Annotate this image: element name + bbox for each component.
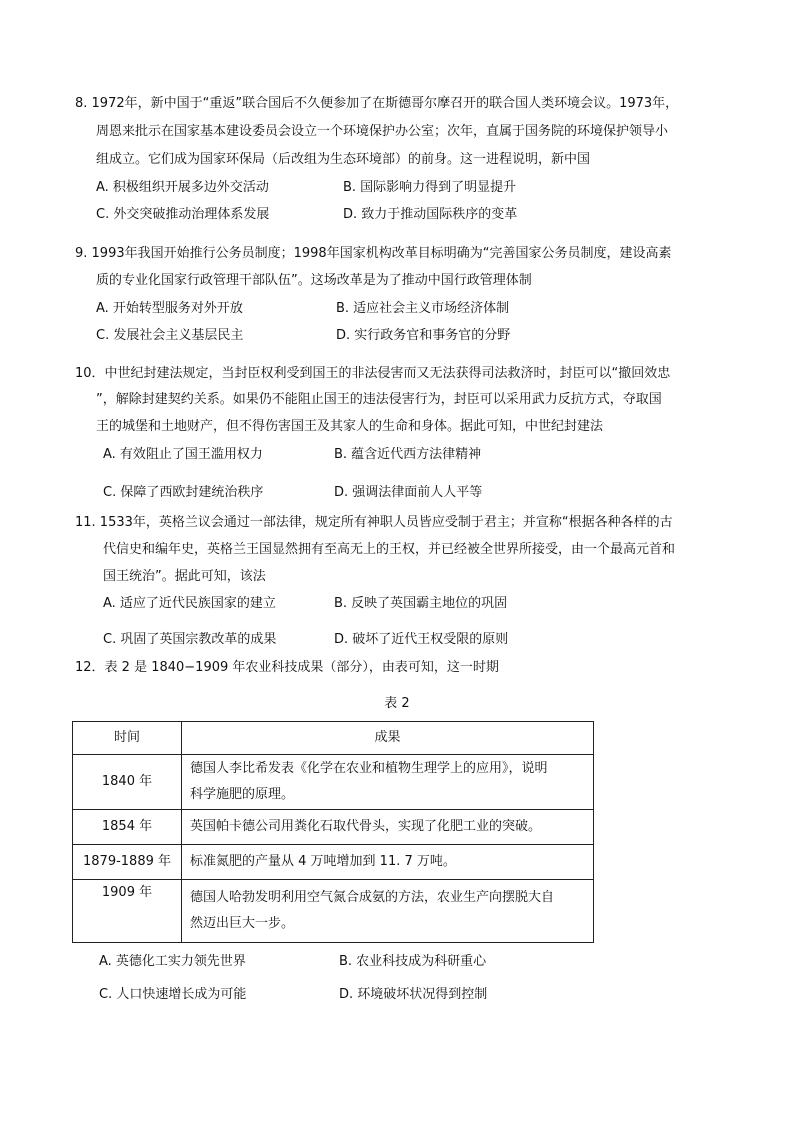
q8-stem-line-3: 组成立。它们成为国家环保局（后改组为生态环境部）的前身。这一进程说明，新中国	[96, 152, 591, 167]
q9-option-c[interactable]: C. 发展社会主义基层民主	[96, 328, 244, 343]
table-row	[73, 755, 594, 810]
q9-option-a[interactable]: A. 开始转型服务对外开放	[96, 301, 243, 316]
q11-option-a[interactable]: A. 适应了近代民族国家的建立	[103, 596, 276, 611]
table-caption: 表 2	[384, 696, 410, 711]
q10-stem-line-3: 王的城堡和土地财产，但不得伤害国王及其家人的生命和身体。据此可知，中世纪封建法	[96, 419, 604, 434]
q12-option-b[interactable]: B. 农业科技成为科研重心	[339, 954, 487, 969]
q12-option-c[interactable]: C. 人口快速增长成为可能	[99, 987, 247, 1002]
q11-option-c[interactable]: C. 巩固了英国宗教改革的成果	[103, 632, 277, 647]
q10-option-d[interactable]: D. 强调法律面前人人平等	[334, 485, 483, 500]
result-line: 德国人哈勃发明利用空气氮合成氨的方法，农业生产向摆脱大自	[190, 890, 555, 905]
result-line: 然迈出巨大一步。	[190, 916, 295, 931]
result-line: 科学施肥的原理。	[190, 787, 295, 802]
q10-stem-line-1: 10．中世纪封建法规定，当封臣权利受到国王的非法侵害而又无法获得司法救济时，封臣可以“撤回效忠	[75, 366, 671, 381]
q11-option-d[interactable]: D. 破坏了近代王权受限的原则	[334, 632, 509, 647]
result-line: 标准氮肥的产量从 4 万吨增加到 11. 7 万吨。	[190, 854, 456, 869]
result-line: 英国帕卡德公司用粪化石取代骨头，实现了化肥工业的突破。	[190, 819, 542, 834]
q10-option-a[interactable]: A. 有效阻止了国王滥用权力	[103, 447, 263, 462]
header-time: 时间	[73, 722, 182, 755]
q11-stem-line-3: 国王统治”。据此可知，该法	[103, 569, 266, 584]
q12-option-a[interactable]: A. 英德化工实力领先世界	[99, 954, 246, 969]
row-time: 1854 年	[73, 810, 182, 845]
table-row	[73, 845, 594, 880]
row-result	[182, 755, 594, 810]
q11-option-b[interactable]: B. 反映了英国霸主地位的巩固	[334, 596, 508, 611]
table-row	[73, 810, 594, 845]
q8-stem-line-1: 8. 1972年，新中国于“重返”联合国后不久便参加了在斯德哥尔摩召开的联合国人类环境会议。1973年，	[75, 96, 679, 111]
q8-option-b[interactable]: B. 国际影响力得到了明显提升	[343, 180, 517, 195]
q8-option-d[interactable]: D. 致力于推动国际秩序的变革	[343, 207, 518, 222]
q12-stem: 12．表 2 是 1840−1909 年农业科技成果（部分），由表可知，这一时期	[75, 660, 499, 675]
q8-option-c[interactable]: C. 外交突破推动治理体系发展	[96, 207, 270, 222]
q10-option-b[interactable]: B. 蕴含近代西方法律精神	[334, 447, 482, 462]
q9-option-b[interactable]: B. 适应社会主义市场经济体制	[336, 301, 510, 316]
row-time: 1909 年	[73, 880, 182, 943]
row-result	[182, 845, 594, 880]
header-result: 成果	[182, 722, 594, 755]
row-time: 1840 年	[73, 755, 182, 810]
row-result	[182, 880, 594, 943]
q8-option-a[interactable]: A. 积极组织开展多边外交活动	[96, 180, 269, 195]
q11-stem-line-1: 11. 1533年，英格兰议会通过一部法律，规定所有神职人员皆应受制于君主；并宣称“根据各种各样的古	[75, 515, 673, 530]
q12-option-d[interactable]: D. 环境破坏状况得到控制	[339, 987, 488, 1002]
table-header-row	[73, 722, 594, 755]
q9-stem-line-2: 质的专业化国家行政管理干部队伍”。这场改革是为了推动中国行政管理体制	[96, 273, 532, 288]
achievements-table	[72, 721, 594, 943]
row-result	[182, 810, 594, 845]
q9-option-d[interactable]: D. 实行政务官和事务官的分野	[336, 328, 511, 343]
table-row	[73, 880, 594, 943]
q8-stem-line-2: 周恩来批示在国家基本建设委员会设立一个环境保护办公室；次年，直属于国务院的环境保护领导小	[96, 124, 669, 139]
q10-option-c[interactable]: C. 保障了西欧封建统治秩序	[103, 485, 264, 500]
row-time: 1879-1889 年	[73, 845, 182, 880]
q9-stem-line-1: 9. 1993年我国开始推行公务员制度；1998年国家机构改革目标明确为“完善国家公务员制度，建设高素	[75, 246, 672, 261]
q11-stem-line-2: 代信史和编年史，英格兰王国显然拥有至高无上的王权，并已经被全世界所接受，由一个最高元首和	[103, 542, 676, 557]
result-line: 德国人李比希发表《化学在农业和植物生理学上的应用》，说明	[190, 761, 548, 776]
q10-stem-line-2: ”，解除封建契约关系。如果仍不能阻止国王的违法侵害行为，封臣可以采用武力反抗方式，夺取国	[96, 392, 662, 407]
